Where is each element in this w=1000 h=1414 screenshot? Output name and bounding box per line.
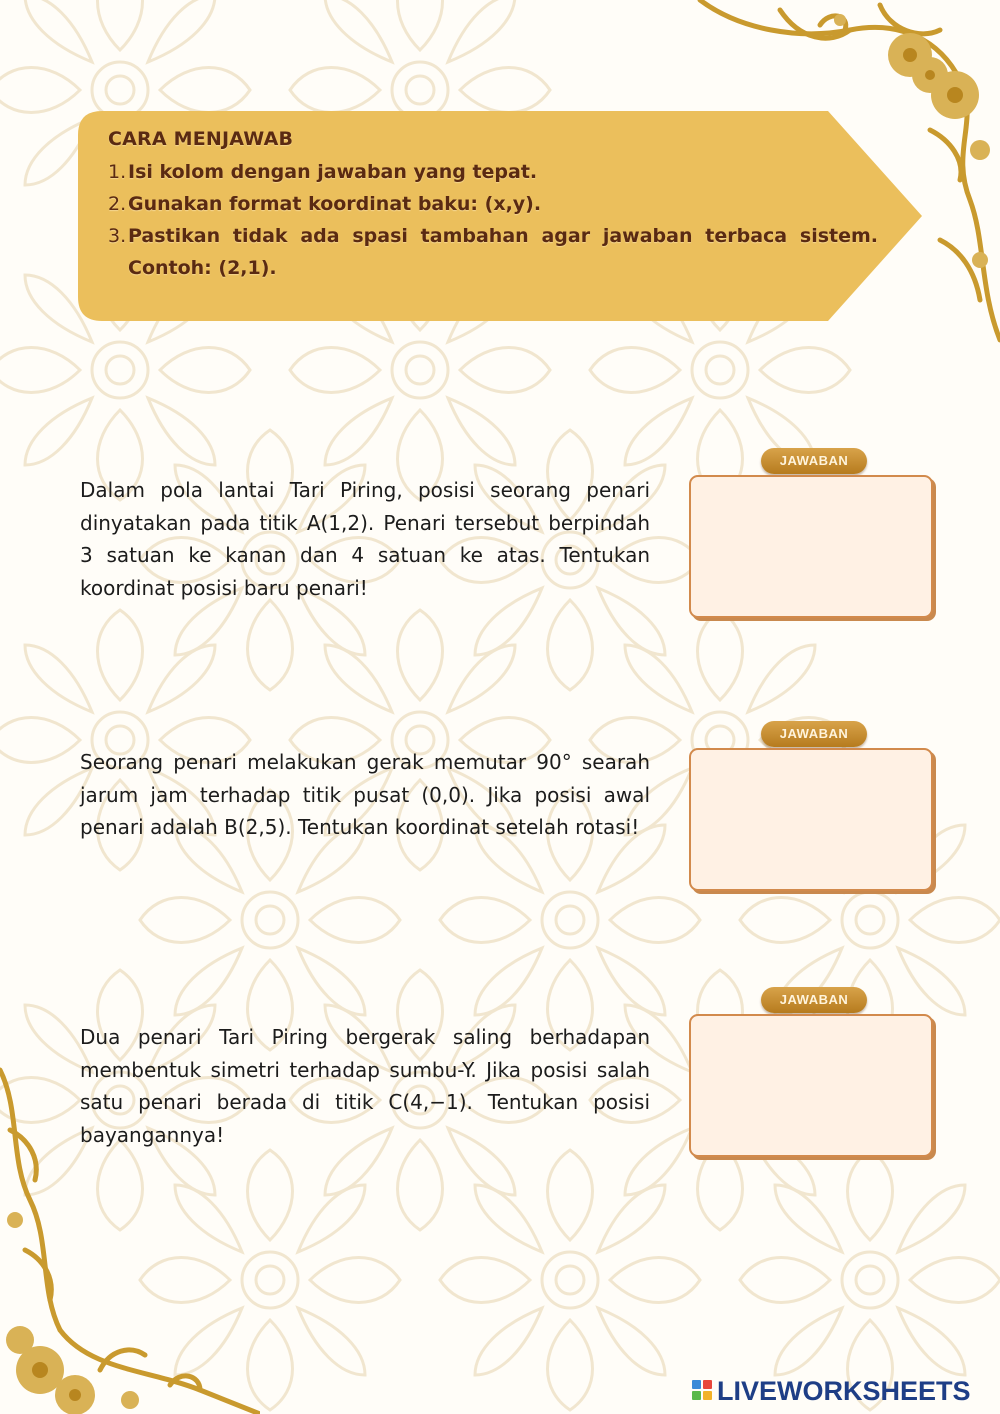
liveworksheets-logo-icon bbox=[692, 1377, 714, 1405]
instruction-step bbox=[108, 220, 878, 284]
answer-1-input[interactable] bbox=[689, 475, 933, 618]
step-number: 1. bbox=[108, 161, 127, 183]
step-text: Gunakan format koordinat baku: (x,y). bbox=[128, 193, 542, 215]
brand-name: LIVEWORKSHEETS bbox=[717, 1375, 971, 1406]
answer-1 bbox=[689, 448, 941, 620]
instructions-content bbox=[108, 128, 878, 284]
answer-3-input[interactable] bbox=[689, 1014, 933, 1157]
answer-3 bbox=[689, 987, 941, 1159]
step-number: 2. bbox=[108, 193, 127, 215]
question-1-text: Dalam pola lantai Tari Piring, posisi seorang penari dinyatakan pada titik A(1,2). Penari tersebut berpindah 3 satuan ke kanan dan 4 satuan ke atas. Tentukan koordinat posisi baru penari! bbox=[80, 478, 650, 600]
question-2-text: Seorang penari melakukan gerak memutar 90° searah jarum jam terhadap titik pusat (0,0). Jika posisi awal penari adalah B(2,5). Tentukan koordinat setelah rotasi! bbox=[80, 750, 650, 839]
answer-3-label: JAWABAN bbox=[761, 987, 867, 1013]
instruction-step bbox=[108, 188, 878, 220]
instructions-banner bbox=[78, 111, 922, 321]
step-text: Isi kolom dengan jawaban yang tepat. bbox=[128, 161, 538, 183]
instruction-step bbox=[108, 156, 878, 188]
question-3-text: Dua penari Tari Piring bergerak saling berhadapan membentuk simetri terhadap sumbu-Y. Jika posisi salah satu penari berada di titik C(4,−1). Tentukan posisi bayangannya! bbox=[80, 1025, 650, 1147]
step-text: Pastikan tidak ada spasi tambahan agar jawaban terbaca sistem. Contoh: (2,1). bbox=[128, 225, 878, 279]
step-number: 3. bbox=[108, 225, 127, 247]
answer-2-input[interactable] bbox=[689, 748, 933, 891]
answer-1-label: JAWABAN bbox=[761, 448, 867, 474]
liveworksheets-brand bbox=[692, 1374, 992, 1408]
instructions-title: CARA MENJAWAB bbox=[108, 128, 294, 150]
instructions-list bbox=[108, 156, 878, 284]
answer-2 bbox=[689, 721, 941, 893]
answer-2-label: JAWABAN bbox=[761, 721, 867, 747]
